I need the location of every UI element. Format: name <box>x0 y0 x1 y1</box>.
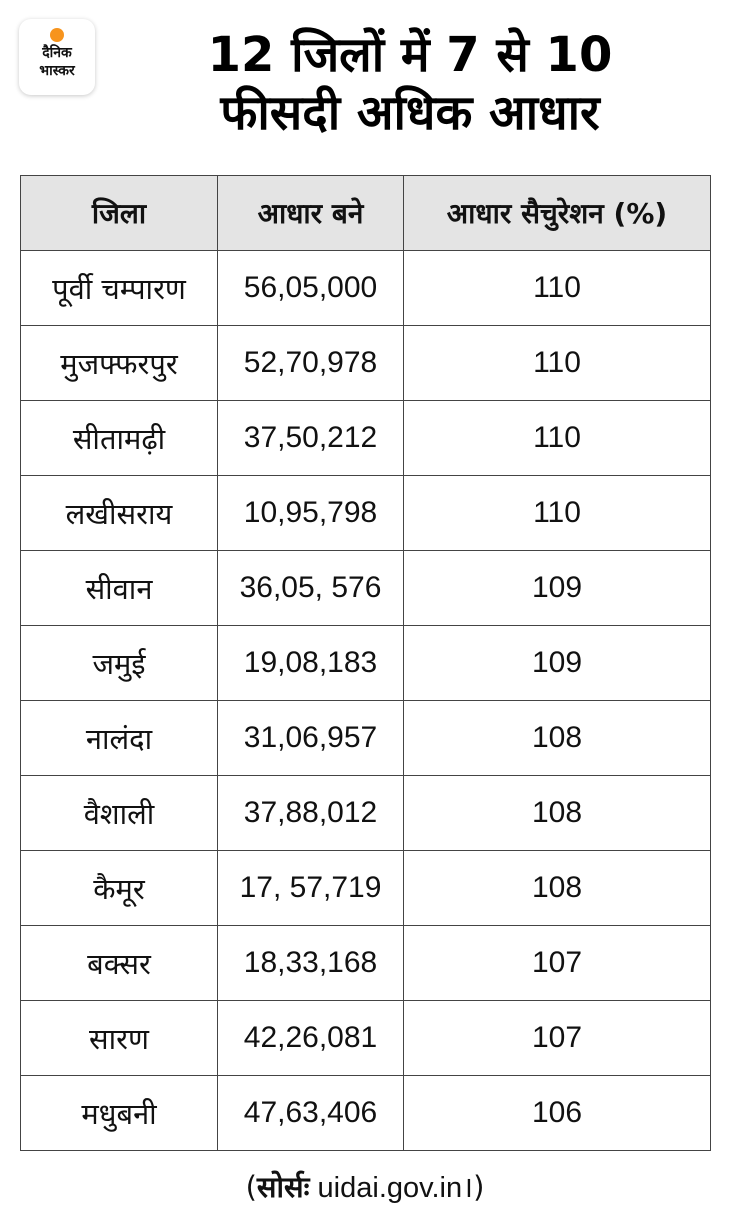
table-row <box>21 551 711 626</box>
district-cell: पूर्वी चम्पारण <box>21 251 218 326</box>
saturation-cell: 109 <box>404 551 711 626</box>
saturation-cell: 108 <box>404 776 711 851</box>
source-label: सोर्सः <box>256 1170 310 1204</box>
logo-text-line2: भास्कर <box>39 63 75 79</box>
page-title <box>110 26 710 142</box>
saturation-cell: 107 <box>404 1001 711 1076</box>
source-open-paren: ( <box>245 1170 257 1204</box>
district-cell: बक्सर <box>21 926 218 1001</box>
district-cell: सीवान <box>21 551 218 626</box>
logo-text-line1: दैनिक <box>42 45 72 61</box>
aadhaar-count-cell: 42,26,081 <box>218 1001 404 1076</box>
source-note <box>0 1167 730 1208</box>
title-line-1: 12 जिलों में 7 से 10 <box>207 27 613 83</box>
title-line-2: फीसदी अधिक आधार <box>220 85 600 141</box>
aadhaar-count-cell: 37,88,012 <box>218 776 404 851</box>
aadhaar-count-cell: 18,33,168 <box>218 926 404 1001</box>
table-row <box>21 776 711 851</box>
table-row <box>21 926 711 1001</box>
district-cell: मुजफ्फरपुर <box>21 326 218 401</box>
table-row <box>21 476 711 551</box>
district-cell: कैमूर <box>21 851 218 926</box>
aadhaar-count-cell: 37,50,212 <box>218 401 404 476</box>
table-row <box>21 851 711 926</box>
table-row <box>21 626 711 701</box>
aadhaar-saturation-table <box>20 175 711 1151</box>
aadhaar-count-cell: 19,08,183 <box>218 626 404 701</box>
table-row <box>21 1076 711 1151</box>
saturation-cell: 108 <box>404 701 711 776</box>
district-cell: लखीसराय <box>21 476 218 551</box>
aadhaar-count-cell: 52,70,978 <box>218 326 404 401</box>
sun-icon <box>50 28 64 42</box>
source-url: uidai.gov.in। <box>309 1172 474 1204</box>
table-row <box>21 701 711 776</box>
district-cell: नालंदा <box>21 701 218 776</box>
saturation-cell: 109 <box>404 626 711 701</box>
header-aadhaar-made: आधार बने <box>218 176 404 251</box>
saturation-cell: 110 <box>404 401 711 476</box>
saturation-cell: 110 <box>404 326 711 401</box>
aadhaar-count-cell: 47,63,406 <box>218 1076 404 1151</box>
district-cell: जमुई <box>21 626 218 701</box>
district-cell: मधुबनी <box>21 1076 218 1151</box>
table-header-row <box>21 176 711 251</box>
table-row <box>21 401 711 476</box>
saturation-cell: 110 <box>404 476 711 551</box>
brand-logo <box>19 19 95 95</box>
header-saturation: आधार सैचुरेशन (%) <box>404 176 711 251</box>
saturation-cell: 110 <box>404 251 711 326</box>
district-cell: सीतामढ़ी <box>21 401 218 476</box>
saturation-cell: 106 <box>404 1076 711 1151</box>
header-district: जिला <box>21 176 218 251</box>
aadhaar-count-cell: 17, 57,719 <box>218 851 404 926</box>
district-cell: सारण <box>21 1001 218 1076</box>
aadhaar-count-cell: 31,06,957 <box>218 701 404 776</box>
table-row <box>21 326 711 401</box>
district-cell: वैशाली <box>21 776 218 851</box>
source-close-paren: ) <box>473 1170 485 1204</box>
saturation-cell: 108 <box>404 851 711 926</box>
table-row <box>21 251 711 326</box>
table-row <box>21 1001 711 1076</box>
aadhaar-count-cell: 10,95,798 <box>218 476 404 551</box>
aadhaar-count-cell: 36,05, 576 <box>218 551 404 626</box>
saturation-cell: 107 <box>404 926 711 1001</box>
aadhaar-count-cell: 56,05,000 <box>218 251 404 326</box>
